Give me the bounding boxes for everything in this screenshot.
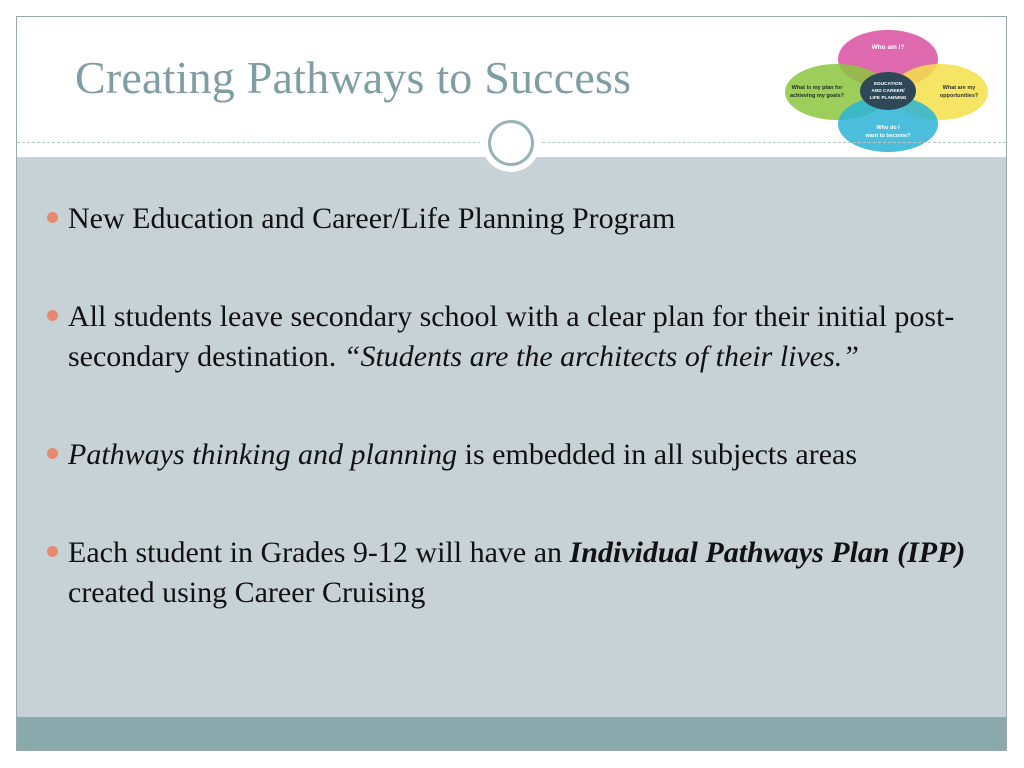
logo-center-label-2: AND CAREER/ <box>871 89 905 94</box>
bullet-dot-icon <box>47 448 58 459</box>
bullet-item <box>47 435 997 475</box>
slide-title: Creating Pathways to Success <box>75 52 632 103</box>
bullet-dot-icon <box>47 212 58 223</box>
logo-right-label-1: What are my <box>942 85 976 91</box>
logo-bottom-label-2: want to become? <box>865 133 911 139</box>
logo-bottom-label-1: Who do I <box>876 125 900 131</box>
logo-center-label-3: LIFE PLANNING <box>869 96 907 101</box>
bullet-item <box>47 533 997 613</box>
bullet-list <box>47 199 997 671</box>
divider-ornament <box>482 114 540 172</box>
bullet-text: is embedded in all subjects areas <box>457 438 858 471</box>
bullet-emphasis: Pathways thinking and planning <box>68 438 458 471</box>
logo-center-label-1: EDUCATION <box>873 82 903 87</box>
slide <box>16 16 1007 751</box>
career-planning-logo <box>785 25 991 153</box>
bullet-text: All students leave secondary school with a clear plan for their initial post-secondary destination. <box>68 300 955 373</box>
logo-left-label-1: What is my plan for <box>791 85 843 91</box>
footer-band <box>17 717 1006 751</box>
bullet-strong-emphasis: Individual Pathways Plan (IPP) <box>569 536 966 569</box>
career-planning-diagram <box>785 25 991 153</box>
bullet-dot-icon <box>47 310 58 321</box>
bullet-text: Each student in Grades 9-12 will have an <box>68 536 570 569</box>
logo-left-label-2: achieving my goals? <box>789 93 845 99</box>
bullet-item <box>47 297 997 377</box>
bullet-text: New Education and Career/Life Planning Program <box>68 202 676 235</box>
bullet-item <box>47 199 997 239</box>
logo-top-label: Who am I? <box>871 44 905 51</box>
bullet-quote: “Students are the architects of their lives.” <box>343 340 859 373</box>
bullet-text-after: created using Career Cruising <box>68 576 426 609</box>
ring-icon <box>488 120 534 166</box>
bullet-dot-icon <box>47 546 58 557</box>
logo-right-label-2: opportunities? <box>939 93 979 99</box>
